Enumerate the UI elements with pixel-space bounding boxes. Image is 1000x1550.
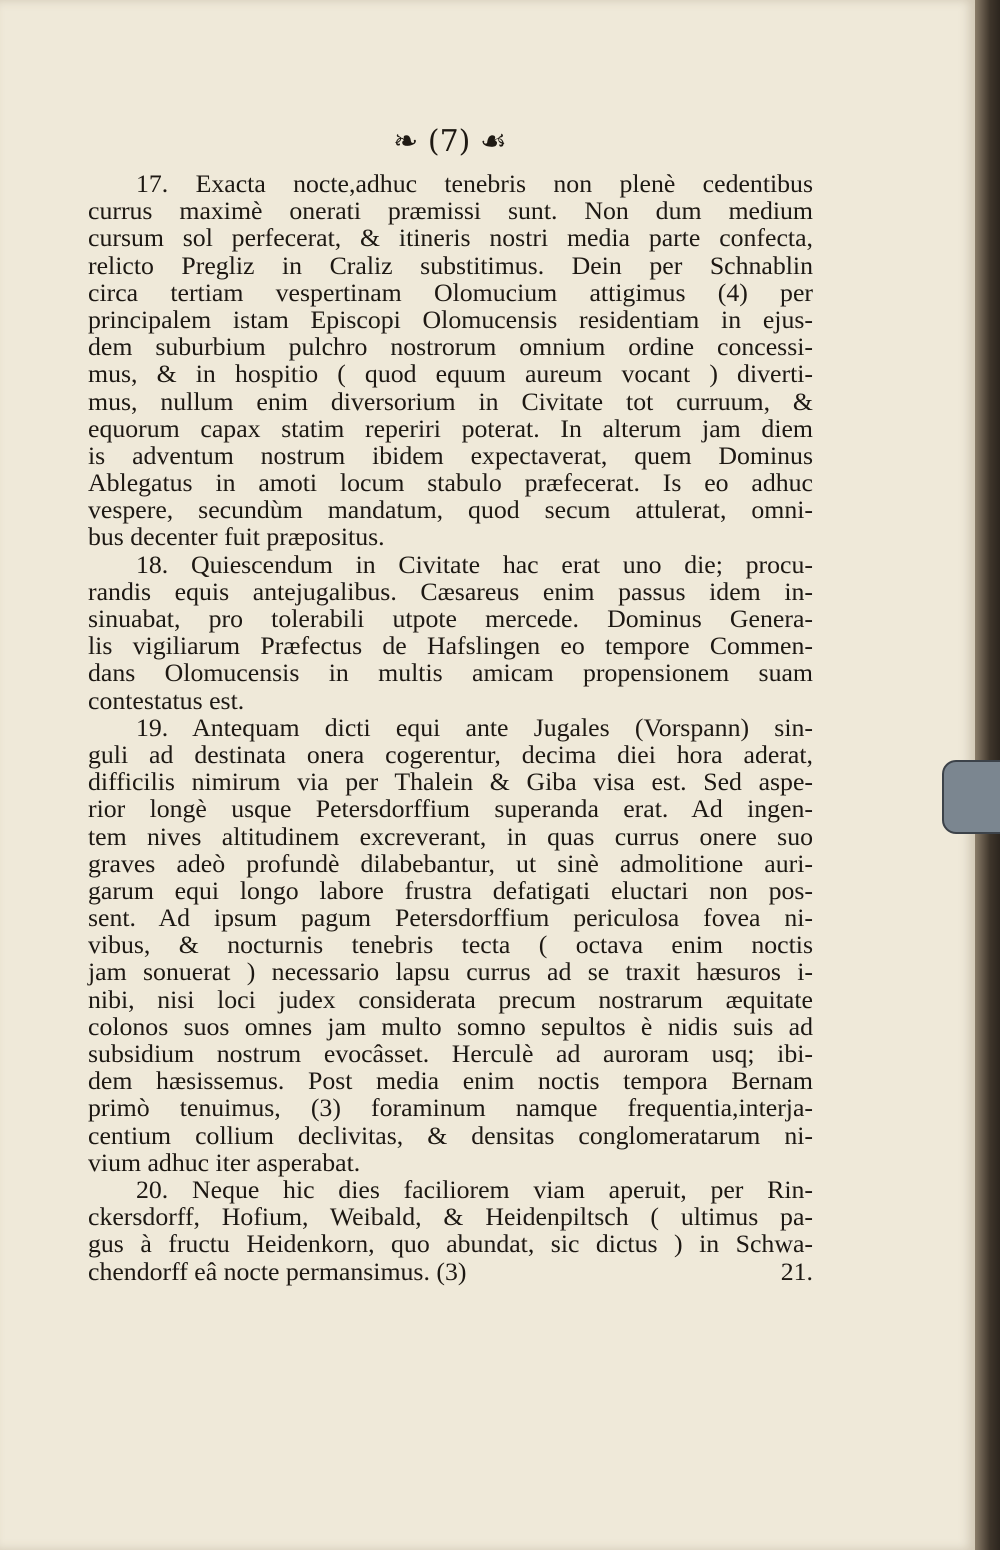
- text-line: centium collium declivitas, & densitas conglomeratarum ni-: [88, 1120, 813, 1150]
- ornament-right-icon: ☙: [479, 124, 507, 159]
- text-line: 17. Exacta nocte,adhuc tenebris non plenè cedentibus: [136, 169, 813, 198]
- text-line: vium adhuc iter asperabat.: [88, 1147, 361, 1177]
- text-line: principalem istam Episcopi Olomucensis residentiam in ejus-: [88, 304, 813, 334]
- text-line: dem suburbium pulchro nostrorum omnium ordine concessi-: [88, 332, 813, 362]
- text-line: guli ad destinata onera cogerentur, decima diei hora aderat,: [88, 739, 813, 769]
- text-line: relicto Pregliz in Craliz substitimus. Dein per Schnablin: [88, 250, 813, 280]
- page-number: (7): [427, 124, 471, 159]
- text-line: 18. Quiescendum in Civitate hac erat uno die; procu-: [136, 549, 813, 579]
- text-line: graves adeò profundè dilabebantur, ut sinè admolitione auri-: [88, 848, 813, 878]
- text-line: currus maximè onerati præmissi sunt. Non dum medium: [88, 196, 813, 226]
- text-line: chendorff eâ nocte permansimus. (3): [88, 1256, 467, 1286]
- text-line: gus à fructu Heidenkorn, quo abundat, sic dictus ) in Schwa-: [88, 1229, 813, 1259]
- text-line: rior longè usque Petersdorffium superanda erat. Ad ingen-: [88, 794, 813, 824]
- text-line: sinuabat, pro tolerabili utpote mercede. Dominus Genera-: [88, 604, 813, 633]
- body-text: [88, 170, 813, 1285]
- text-line: tem nives altitudinem excreverant, in quas currus onere suo: [88, 821, 813, 851]
- running-head: [0, 124, 900, 159]
- text-line: vibus, & nocturnis tenebris tecta ( octava enim noctis: [88, 930, 813, 960]
- text-line: Ablegatus in amoti locum stabulo præfecerat. Is eo adhuc: [88, 468, 813, 498]
- text-line: primò tenuimus, (3) foraminum namque frequentia,interja-: [88, 1093, 813, 1123]
- text-line: 20. Neque hic dies faciliorem viam aperuit, per Rin-: [136, 1174, 813, 1204]
- text-line: colonos suos omnes jam multo somno sepultos è nidis suis ad: [88, 1011, 813, 1041]
- text-line: jam sonuerat ) necessario lapsu currus ad se traxit hæsuros i-: [88, 957, 813, 987]
- text-line: dem hæsissemus. Post media enim noctis tempora Bernam: [88, 1066, 813, 1096]
- ornament-left-icon: ❧: [393, 124, 419, 159]
- text-line: dans Olomucensis in multis amicam propensionem suam: [88, 658, 813, 688]
- text-line: subsidium nostrum evocâsset. Herculè ad auroram usq; ibi-: [88, 1039, 813, 1068]
- text-line: nibi, nisi loci judex considerata precum nostrarum æquitate: [88, 984, 813, 1014]
- text-line: contestatus est.: [88, 685, 245, 715]
- text-line: circa tertiam vespertinam Olomucium attigimus (4) per: [88, 277, 813, 307]
- text-line: is adventum nostrum ibidem expectaverat, quem Dominus: [88, 440, 813, 470]
- text-line: difficilis nimirum via per Thalein & Giba visa est. Sed aspe-: [88, 767, 813, 797]
- text-line: lis vigiliarum Præfectus de Hafslingen eo tempore Commen-: [88, 631, 813, 661]
- text-line: mus, & in hospitio ( quod equum aureum vocant ) diverti-: [88, 359, 813, 389]
- text-line: cursum sol perfecerat, & itineris nostri media parte confecta,: [88, 223, 813, 253]
- text-line: 19. Antequam dicti equi ante Jugales (Vorspann) sin-: [136, 712, 813, 742]
- text-line: mus, nullum enim diversorium in Civitate tot curruum, &: [88, 386, 813, 416]
- text-line: equorum capax statim reperiri poterat. In alterum jam diem: [88, 413, 813, 443]
- text-line: sent. Ad ipsum pagum Petersdorffium periculosa fovea ni-: [88, 903, 813, 933]
- page-clip: [942, 760, 1000, 834]
- text-line: bus decenter fuit præpositus.: [88, 522, 385, 552]
- text-line: vespere, secundùm mandatum, quod secum attulerat, omni-: [88, 495, 813, 525]
- text-line: ckersdorff, Hofium, Weibald, & Heidenpiltsch ( ultimus pa-: [88, 1202, 813, 1232]
- text-line: garum equi longo labore frustra defatigati eluctari non pos-: [88, 875, 813, 905]
- catchword: 21.: [780, 1256, 813, 1286]
- text-line: randis equis antejugalibus. Cæsareus enim passus idem in-: [88, 576, 813, 606]
